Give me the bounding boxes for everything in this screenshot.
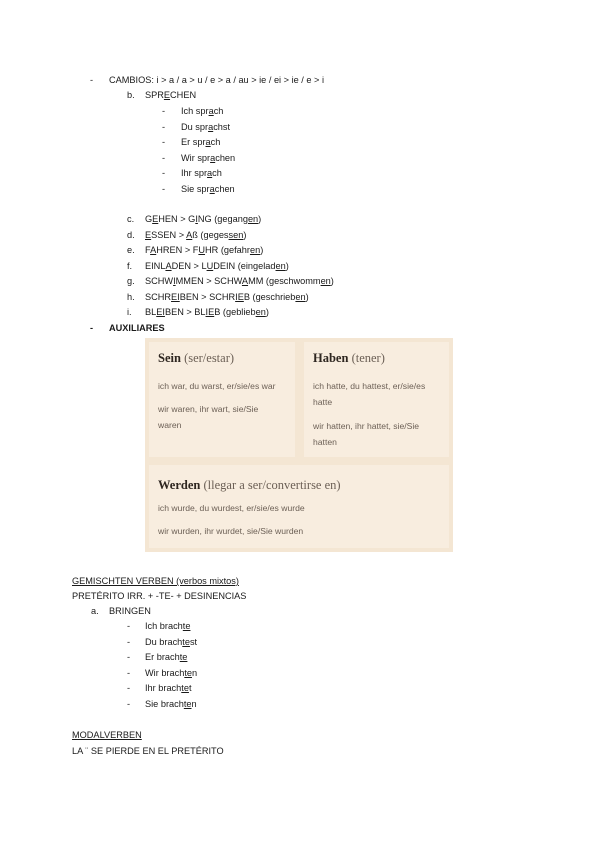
list-bullet: - (162, 137, 166, 147)
conjugation-item: Du brachtest (145, 636, 198, 647)
list-marker: e. (127, 245, 135, 255)
list-marker: i. (127, 307, 132, 317)
conjugation-item: Wir sprachen (181, 152, 236, 163)
verb-change-item: SCHWIMMEN > SCHWAMM (geschwommen) (145, 276, 334, 286)
list-marker: h. (127, 291, 135, 302)
conjugation-item: Sie brachten (145, 698, 197, 709)
modalverben-heading: MODALVERBEN (72, 730, 142, 740)
modalverben-text: LA ¨ SE PIERDE EN EL PRETÉRITO (72, 746, 224, 756)
conjugation-item: Ich brachte (145, 621, 191, 631)
conjugation-item: Sie sprachen (181, 183, 235, 194)
list-marker: b. (127, 90, 135, 100)
auxiliares-bullet: - (90, 323, 94, 333)
list-marker: g. (127, 276, 135, 286)
conjugation-item: Ich sprach (181, 106, 224, 116)
sprechen-title: SPRECHEN (145, 90, 197, 100)
haben-line: hatten (313, 437, 337, 447)
sein-card (149, 342, 295, 457)
conjugation-item: Ihr sprach (181, 168, 222, 178)
conjugation-item: Er sprach (181, 137, 221, 147)
werden-line: wir wurden, ihr wurdet, sie/Sie wurden (158, 526, 304, 536)
verb-change-item: BLEIBEN > BLIEB (geblieben) (145, 307, 269, 317)
gemischten-heading: GEMISCHTEN VERBEN (verbos mixtos) (72, 576, 239, 586)
sein-line: wir waren, ihr wart, sie/Sie (158, 404, 259, 414)
auxiliares-table (145, 338, 453, 552)
conjugation-item: Du sprachst (181, 121, 231, 132)
cambios-bullet: - (90, 75, 94, 85)
sein-line: ich war, du warst, er/sie/es war (158, 381, 276, 391)
list-bullet: - (127, 667, 131, 678)
verb-change-item: SCHREIBEN > SCHRIEB (geschrieben) (145, 291, 309, 302)
list-bullet: - (127, 683, 131, 693)
list-bullet: - (127, 698, 131, 709)
list-bullet: - (127, 652, 131, 662)
list-marker: d. (127, 229, 135, 240)
haben-line: hatte (313, 397, 333, 407)
werden-title: Werden (llegar a ser/convertirse en) (158, 478, 341, 492)
bringen-title: BRINGEN (109, 606, 151, 616)
werden-line: ich wurde, du wurdest, er/sie/es wurde (158, 503, 305, 513)
haben-line: ich hatte, du hattest, er/sie/es (313, 381, 426, 391)
verb-change-item: GEHEN > GING (gegangen) (145, 214, 262, 224)
list-bullet: - (162, 121, 166, 132)
list-bullet: - (127, 636, 131, 647)
haben-title: Haben (tener) (313, 351, 385, 365)
verb-change-item: EINLADEN > LUDEIN (eingeladen) (145, 260, 289, 271)
list-marker: c. (127, 214, 135, 224)
conjugation-item: Wir brachten (145, 667, 198, 678)
list-bullet: - (127, 621, 131, 631)
haben-card (304, 342, 449, 457)
cambios-text: CAMBIOS: i > a / a > u / e > a / au > ie / ei > ie / e > i (109, 75, 325, 85)
verb-change-item: ESSEN > Aß (gegessen) (145, 229, 247, 240)
gemischten-rule: PRETÉRITO IRR. + -TE- + DESINENCIAS (72, 591, 247, 601)
list-bullet: - (162, 152, 166, 163)
list-marker: a. (91, 606, 99, 616)
auxiliares-label: AUXILIARES (109, 323, 165, 333)
conjugation-item: Ihr brachtet (145, 683, 192, 693)
list-marker: f. (127, 260, 133, 271)
list-bullet: - (162, 106, 166, 116)
list-bullet: - (162, 168, 166, 178)
conjugation-item: Er brachte (145, 652, 188, 662)
haben-line: wir hatten, ihr hattet, sie/Sie (313, 421, 420, 431)
sein-title: Sein (ser/estar) (158, 351, 235, 365)
verb-change-item: FAHREN > FUHR (gefahren) (145, 245, 264, 255)
sein-line: waren (158, 420, 182, 430)
list-bullet: - (162, 183, 166, 194)
werden-card (149, 465, 449, 548)
